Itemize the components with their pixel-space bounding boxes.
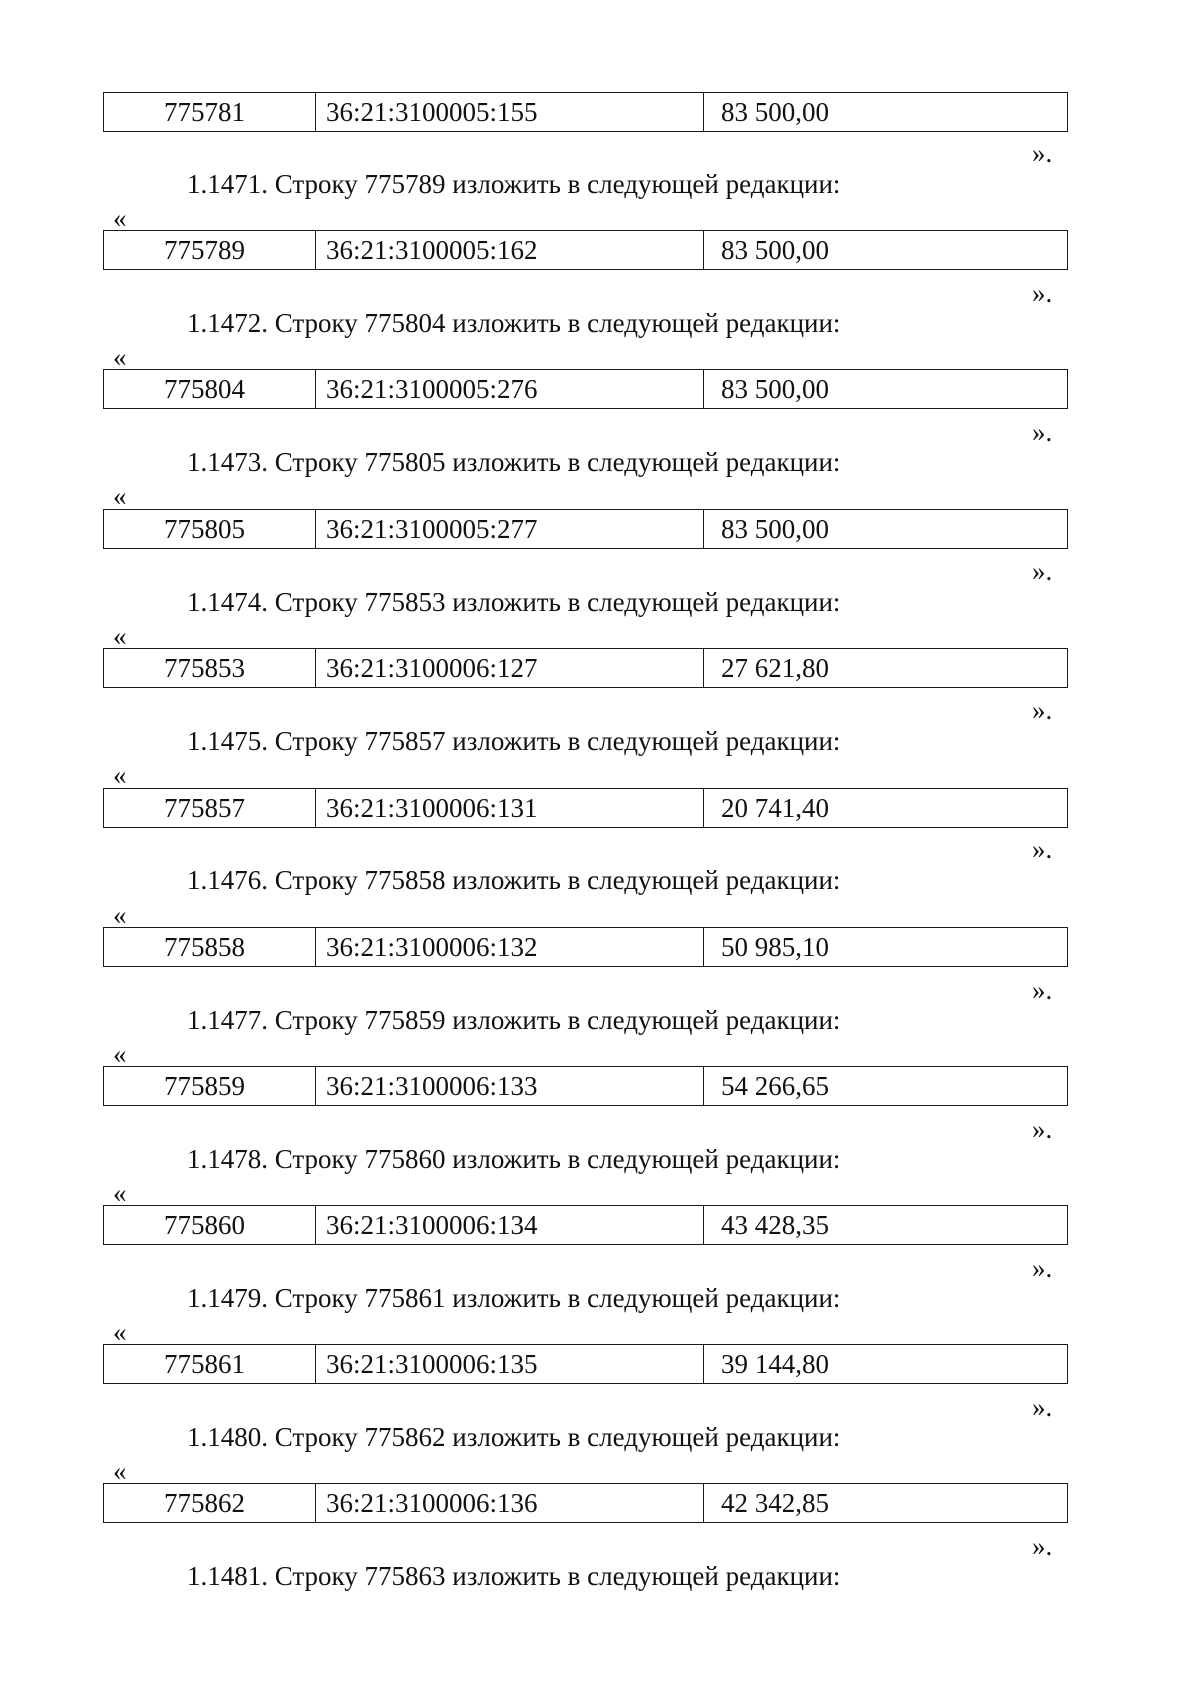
amendment-table-row [103, 1205, 1068, 1245]
row-code: 775857 [104, 789, 316, 827]
row-amount: 83 500,00 [721, 514, 829, 544]
closing-quote: ». [1032, 975, 1053, 1005]
closing-quote: ». [1032, 278, 1053, 308]
amendment-table-row [103, 788, 1068, 828]
row-cadastral-number: 36:21:3100006:134 [316, 1206, 704, 1244]
amendment-table-row [103, 369, 1068, 409]
amendment-table-row [103, 92, 1068, 132]
row-code: 775804 [104, 370, 316, 408]
row-code: 775805 [104, 510, 316, 548]
amendment-table-row [103, 1066, 1068, 1106]
amendment-instruction: 1.1478. Строку 775860 изложить в следующей редакции: [187, 1144, 841, 1174]
row-amount: 27 621,80 [721, 653, 829, 683]
row-amount: 43 428,35 [721, 1210, 829, 1240]
row-cadastral-number: 36:21:3100006:133 [316, 1067, 704, 1105]
row-code: 775859 [104, 1067, 316, 1105]
row-amount: 83 500,00 [721, 374, 829, 404]
amendment-instruction: 1.1473. Строку 775805 изложить в следующей редакции: [187, 447, 841, 477]
closing-quote: ». [1032, 695, 1053, 725]
opening-quote: « [113, 203, 127, 233]
closing-quote: ». [1032, 138, 1053, 168]
closing-quote: ». [1032, 1114, 1053, 1144]
row-cadastral-number: 36:21:3100005:155 [316, 93, 704, 131]
row-cadastral-number: 36:21:3100006:135 [316, 1345, 704, 1383]
closing-quote: ». [1032, 1253, 1053, 1283]
row-amount: 50 985,10 [721, 932, 829, 962]
opening-quote: « [113, 1039, 127, 1069]
amendment-instruction: 1.1471. Строку 775789 изложить в следующей редакции: [187, 169, 841, 199]
row-cadastral-number: 36:21:3100006:132 [316, 928, 704, 966]
row-code: 775781 [104, 93, 316, 131]
row-amount: 39 144,80 [721, 1349, 829, 1379]
row-code: 775861 [104, 1345, 316, 1383]
closing-quote: ». [1032, 1392, 1053, 1422]
row-code: 775858 [104, 928, 316, 966]
row-code: 775853 [104, 649, 316, 687]
amendment-table-row [103, 1483, 1068, 1523]
row-amount: 20 741,40 [721, 793, 829, 823]
row-code: 775789 [104, 231, 316, 269]
opening-quote: « [113, 1317, 127, 1347]
amendment-instruction: 1.1472. Строку 775804 изложить в следующей редакции: [187, 308, 841, 338]
closing-quote: ». [1032, 1531, 1053, 1561]
opening-quote: « [113, 342, 127, 372]
row-cadastral-number: 36:21:3100005:162 [316, 231, 704, 269]
row-amount: 83 500,00 [721, 235, 829, 265]
row-amount: 83 500,00 [721, 97, 829, 127]
amendment-instruction: 1.1477. Строку 775859 изложить в следующей редакции: [187, 1005, 841, 1035]
closing-quote: ». [1032, 556, 1053, 586]
row-code: 775860 [104, 1206, 316, 1244]
amendment-table-row [103, 230, 1068, 270]
amendment-instruction: 1.1479. Строку 775861 изложить в следующей редакции: [187, 1283, 841, 1313]
opening-quote: « [113, 481, 127, 511]
amendment-table-row [103, 927, 1068, 967]
closing-quote: ». [1032, 417, 1053, 447]
amendment-instruction: 1.1480. Строку 775862 изложить в следующей редакции: [187, 1422, 841, 1452]
row-cadastral-number: 36:21:3100005:277 [316, 510, 704, 548]
amendment-table-row [103, 509, 1068, 549]
row-amount: 42 342,85 [721, 1488, 829, 1518]
opening-quote: « [113, 760, 127, 790]
row-amount: 54 266,65 [721, 1071, 829, 1101]
row-code: 775862 [104, 1484, 316, 1522]
row-cadastral-number: 36:21:3100005:276 [316, 370, 704, 408]
amendment-instruction: 1.1475. Строку 775857 изложить в следующей редакции: [187, 726, 841, 756]
opening-quote: « [113, 1456, 127, 1486]
amendment-table-row [103, 1344, 1068, 1384]
closing-quote: ». [1032, 834, 1053, 864]
opening-quote: « [113, 900, 127, 930]
opening-quote: « [113, 1178, 127, 1208]
amendment-instruction: 1.1476. Строку 775858 изложить в следующей редакции: [187, 865, 841, 895]
row-cadastral-number: 36:21:3100006:131 [316, 789, 704, 827]
opening-quote: « [113, 621, 127, 651]
row-cadastral-number: 36:21:3100006:136 [316, 1484, 704, 1522]
amendment-table-row [103, 648, 1068, 688]
amendment-instruction: 1.1474. Строку 775853 изложить в следующей редакции: [187, 587, 841, 617]
row-cadastral-number: 36:21:3100006:127 [316, 649, 704, 687]
amendment-instruction: 1.1481. Строку 775863 изложить в следующей редакции: [187, 1561, 841, 1591]
